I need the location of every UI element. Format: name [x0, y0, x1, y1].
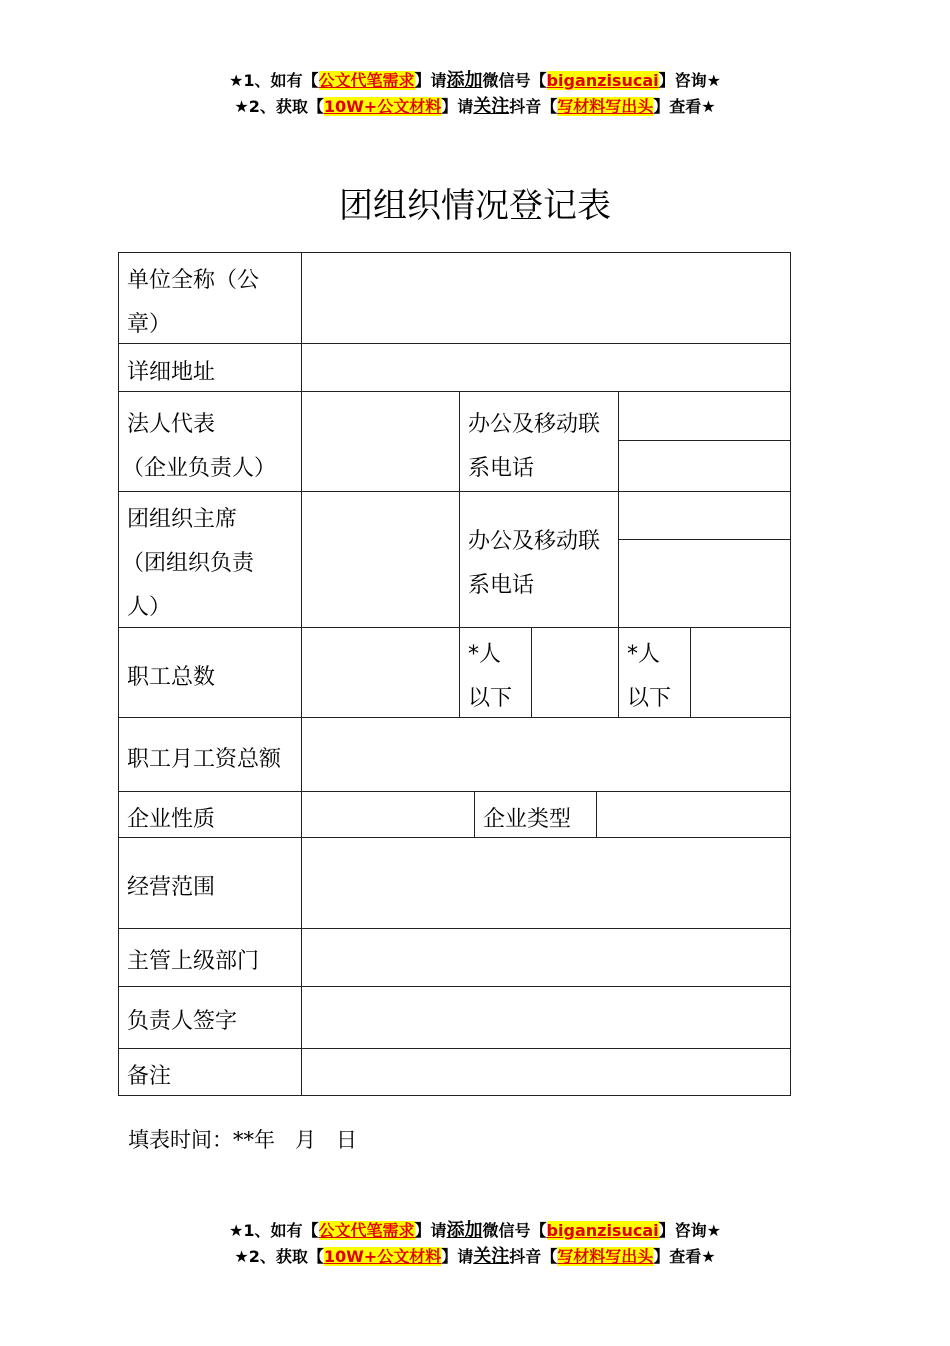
- signature-input[interactable]: [301, 986, 791, 1049]
- banner-highlight: biganzisucai: [546, 1221, 659, 1240]
- banner-highlight: 公文代笔需求: [318, 1221, 415, 1240]
- banner-text: 】请: [414, 1221, 447, 1240]
- league-chair-mobile-phone-input[interactable]: [618, 539, 791, 628]
- under-count-label-1a: *人: [468, 642, 502, 667]
- banner-highlight: 10W+公文材料: [323, 97, 442, 116]
- legal-rep-input[interactable]: [301, 391, 460, 492]
- banner-line-1: [0, 68, 950, 94]
- phone-label-2a: 办公及移动联: [468, 529, 601, 554]
- banner-text: 】查看★: [653, 1247, 716, 1266]
- league-chair-label-2: （团组织负责: [122, 551, 255, 576]
- banner-line-1: [0, 1218, 950, 1244]
- phone-label-2b: 系电话: [468, 573, 535, 598]
- under-count-input-2[interactable]: [690, 627, 791, 718]
- fill-date: 填表时间：**年 月 日: [128, 1128, 358, 1152]
- signature-label: 负责人签字: [127, 1009, 238, 1034]
- banner-text: 抖音【: [509, 1247, 558, 1266]
- supervisor-dept-label: 主管上级部门: [127, 949, 260, 974]
- banner-text: 】咨询★: [658, 71, 721, 90]
- address-label: 详细地址: [127, 360, 216, 385]
- under-count-input-1[interactable]: [531, 627, 619, 718]
- league-chair-office-phone-input[interactable]: [618, 491, 791, 540]
- enterprise-type-label: 企业类型: [483, 807, 572, 832]
- monthly-wage-label: 职工月工资总额: [127, 747, 282, 772]
- legal-rep-label-2: （企业负责人）: [122, 456, 277, 481]
- banner-line-2: [0, 1244, 950, 1270]
- banner-text: 】请: [414, 71, 447, 90]
- enterprise-type-input[interactable]: [596, 791, 791, 838]
- staff-total-label: 职工总数: [127, 665, 216, 690]
- staff-total-input[interactable]: [301, 627, 460, 718]
- address-input[interactable]: [301, 343, 791, 392]
- legal-rep-office-phone-input[interactable]: [618, 391, 791, 441]
- legal-rep-label-1: 法人代表: [127, 412, 216, 437]
- under-count-label-1b: 以下: [468, 686, 513, 711]
- banner-highlight: 写材料写出头: [557, 97, 654, 116]
- banner-text: 】查看★: [653, 97, 716, 116]
- enterprise-nature-input[interactable]: [301, 791, 475, 838]
- banner-text: 】请: [441, 1247, 474, 1266]
- banner-highlight: 公文代笔需求: [318, 71, 415, 90]
- monthly-wage-input[interactable]: [301, 717, 791, 792]
- remarks-input[interactable]: [301, 1048, 791, 1096]
- under-count-label-2a: *人: [627, 642, 661, 667]
- banner-text: 抖音【: [509, 97, 558, 116]
- legal-rep-mobile-phone-input[interactable]: [618, 440, 791, 492]
- top-banner: [0, 68, 950, 120]
- banner-text: ★1、如有【: [229, 1221, 319, 1240]
- banner-highlight: 写材料写出头: [557, 1247, 654, 1266]
- league-chair-label-1: 团组织主席: [127, 507, 238, 532]
- bottom-banner: [0, 1218, 950, 1270]
- banner-text: ★2、获取【: [234, 97, 324, 116]
- banner-highlight: biganzisucai: [546, 71, 659, 90]
- supervisor-dept-input[interactable]: [301, 928, 791, 987]
- banner-emphasis: 添加: [446, 1220, 483, 1241]
- banner-text: ★1、如有【: [229, 71, 319, 90]
- unit-name-label-2: 章）: [127, 312, 172, 337]
- phone-label-1b: 系电话: [468, 456, 535, 481]
- page-title: 团组织情况登记表: [339, 186, 611, 226]
- banner-line-2: [0, 94, 950, 120]
- business-scope-label: 经营范围: [127, 875, 216, 900]
- banner-text: 微信号【: [482, 71, 547, 90]
- banner-text: 微信号【: [482, 1221, 547, 1240]
- banner-text: ★2、获取【: [234, 1247, 324, 1266]
- banner-emphasis: 关注: [473, 96, 510, 117]
- unit-name-label-1: 单位全称（公: [127, 268, 260, 293]
- banner-text: 】请: [441, 97, 474, 116]
- banner-emphasis: 添加: [446, 70, 483, 91]
- unit-name-input[interactable]: [301, 252, 791, 344]
- phone-label-1a: 办公及移动联: [468, 412, 601, 437]
- league-chair-input[interactable]: [301, 491, 460, 628]
- banner-highlight: 10W+公文材料: [323, 1247, 442, 1266]
- enterprise-nature-label: 企业性质: [127, 807, 216, 832]
- league-chair-label-3: 人）: [127, 595, 172, 620]
- banner-text: 】咨询★: [658, 1221, 721, 1240]
- under-count-label-2b: 以下: [627, 686, 672, 711]
- banner-emphasis: 关注: [473, 1246, 510, 1267]
- remarks-label: 备注: [127, 1064, 172, 1089]
- business-scope-input[interactable]: [301, 837, 791, 929]
